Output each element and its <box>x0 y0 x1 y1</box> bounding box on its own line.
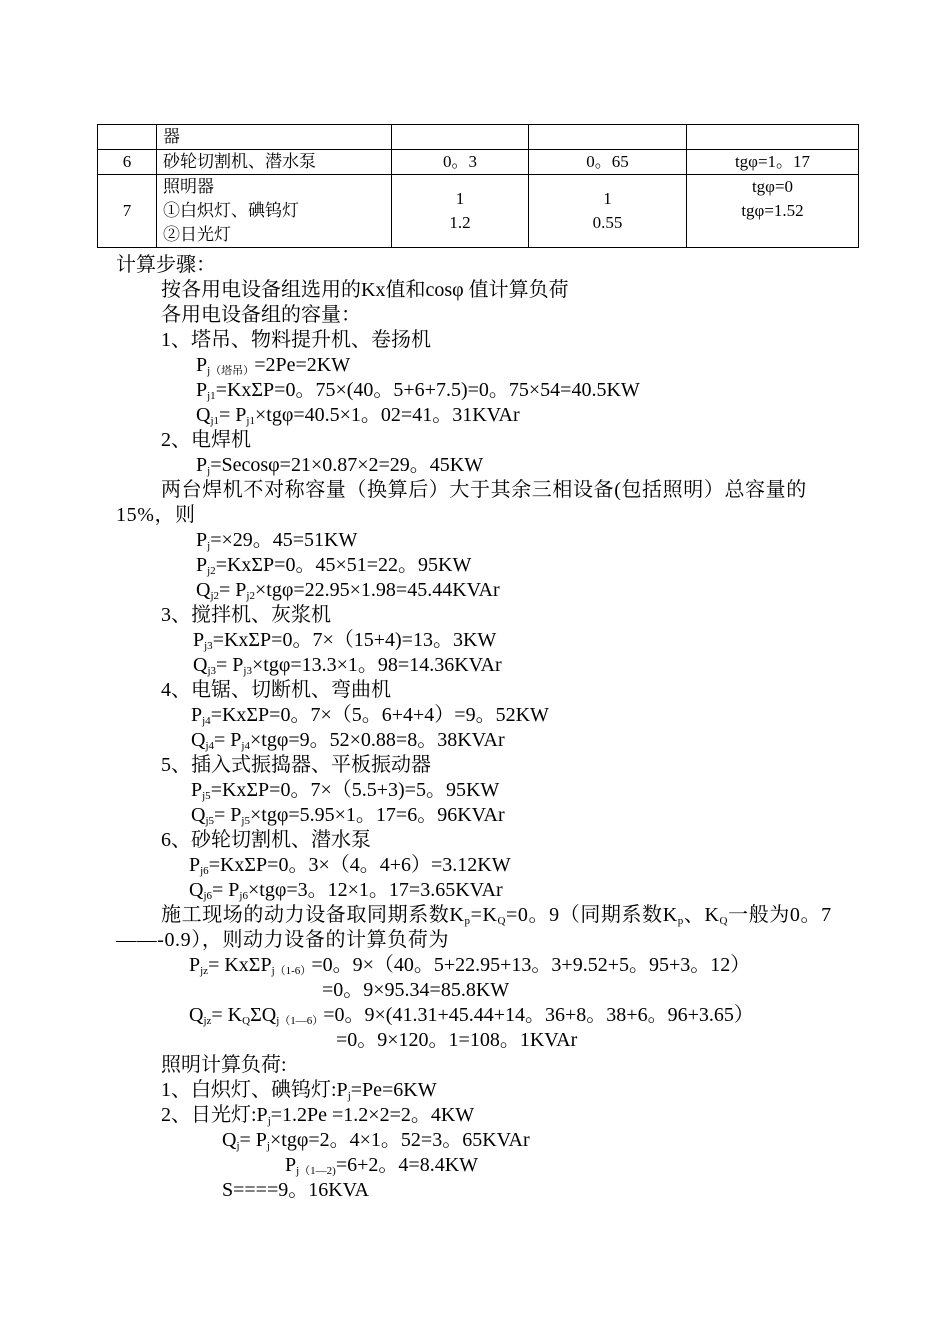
formula-line: 1、白炽灯、碘钨灯$:P_j=Pe=6KW$ <box>161 1079 437 1102</box>
row-number <box>98 125 157 150</box>
equipment-name: 照明器 ①白炽灯、碘钨灯 ②日光灯 <box>157 175 392 248</box>
formula-line: =0。9×95.34=85.8KW <box>322 979 510 1001</box>
group-heading: 2、电焊机 <box>161 429 251 451</box>
group-heading: 5、插入式振捣器、平板振动器 <box>161 754 431 776</box>
formula-line: 2、日光灯$:P_j=1.2Pe =1.2\times 2=2$。4KW <box>161 1104 475 1127</box>
formula-line: $Q_{jz}= K_Q\Sigma Q_{j(1—6)}=0$。9×(41.31+45.44+14。36+8。38+6。96+3.65） <box>189 1004 754 1027</box>
formula-line: $P_{j5}=Kx\Sigma P=0$。7×（5.5+3)=5。95KW <box>191 779 500 802</box>
kx-value <box>392 125 529 150</box>
formula-line: $Q_{j1}= P_{j1}\times tg\varphi=40.5\times 1$。02=41。31KVAr <box>196 404 520 427</box>
cos-value: 0。65 <box>529 150 687 175</box>
formula-line: $Q_{j3}= P_{j3}\times tg\varphi=13.3\times 1$。98=14.36KVAr <box>193 654 502 677</box>
tg-value: tgφ=0 tgφ=1.52 <box>687 175 859 248</box>
formula-line: $P_{j2}=Kx\Sigma P=0$。45×51=22。95KW <box>196 554 472 577</box>
formula-line: $P_{j1}=Kx\Sigma P=0$。75×(40。5+6+7.5)=0。75×54=40.5KW <box>196 379 640 402</box>
table-row <box>98 125 859 150</box>
formula-line: $P_j=\times 29$。45=51KW <box>196 529 358 552</box>
formula-line: S====9。16KVA <box>222 1179 369 1201</box>
formula-line: $Q_{j6}= P_{j6}\times tg\varphi=3$。12×1。17=3.65KVAr <box>189 879 503 902</box>
row-number: 7 <box>98 175 157 248</box>
cos-value: 1 0.55 <box>529 175 687 248</box>
formula-line: $P_{j4}=Kx\Sigma P=0$。7×（5。6+4+4）=9。52KW <box>191 704 549 727</box>
group-heading: 照明计算负荷: <box>161 1054 287 1076</box>
table-row <box>98 150 859 175</box>
equipment-name: 器 <box>157 125 392 150</box>
paragraph: 按各用电设备组选用的Kx值和cosφ 值计算负荷 <box>161 279 569 301</box>
formula-line: $Q_{j4}= P_{j4}\times tg\varphi=9$。52×0.88=8。38KVAr <box>191 729 505 752</box>
formula-line: =0。9×120。1=108。1KVAr <box>336 1029 578 1051</box>
cos-value <box>529 125 687 150</box>
group-heading: 3、搅拌机、灰浆机 <box>161 604 331 626</box>
formula-line: $P_{jz}= Kx\Sigma P_{j(1-6)}=0$。9×（40。5+22.95+13。3+9.52+5。95+3。12） <box>189 954 751 977</box>
equipment-name: 砂轮切割机、潜水泵 <box>157 150 392 175</box>
formula-line: $Q_j= P_j\times tg\varphi=2$。4×1。52=3。65KVAr <box>222 1129 530 1152</box>
load-coefficient-table <box>97 124 859 248</box>
formula-line: $P_{j6}=Kx\Sigma P=0$。3×（4。4+6）=3.12KW <box>189 854 511 877</box>
section-heading: 计算步骤： <box>116 254 216 276</box>
formula-line: $P_{j(1—2)}=6+2$。4=8.4KW <box>285 1154 479 1177</box>
tg-value: tgφ=1。17 <box>687 150 859 175</box>
tg-value <box>687 125 859 150</box>
formula-line: $Q_{j2}=$ $P_{j2}\times tg\varphi=22.95\times 1.98=45.44KVAr$ <box>196 579 500 602</box>
kx-value: 1 1.2 <box>392 175 529 248</box>
group-heading: 4、电锯、切断机、弯曲机 <box>161 679 391 701</box>
table-row <box>98 175 859 248</box>
formula-line: $P_{j3}=Kx\Sigma P=0$。7×（15+4)=13。3KW <box>193 629 497 652</box>
paragraph: 各用电设备组的容量： <box>161 304 361 326</box>
kx-value: 0。3 <box>392 150 529 175</box>
paragraph: 施工现场的动力设备取同期系数$K_p=K_Q=0$。9（同期系数$K_p$、$K_Q$一般为0。7——-0.9），则动力设备的计算负荷为 <box>116 904 832 951</box>
paragraph: 两台焊机不对称容量（换算后）大于其余三相设备(包括照明）总容量的15%，则 <box>116 479 807 526</box>
group-heading: 1、塔吊、物料提升机、卷扬机 <box>161 329 431 351</box>
formula-line: $P_{j(塔吊)}=2Pe=2KW$ <box>196 354 351 377</box>
formula-line: $Q_{j5}= P_{j5}\times tg\varphi=5.95\times 1$。17=6。96KVAr <box>191 804 505 827</box>
group-heading: 6、砂轮切割机、潜水泵 <box>161 829 371 851</box>
row-number: 6 <box>98 150 157 175</box>
formula-line: $P_j=Secos\varphi=21\times 0.87\times 2=29$。45KW <box>196 454 484 477</box>
